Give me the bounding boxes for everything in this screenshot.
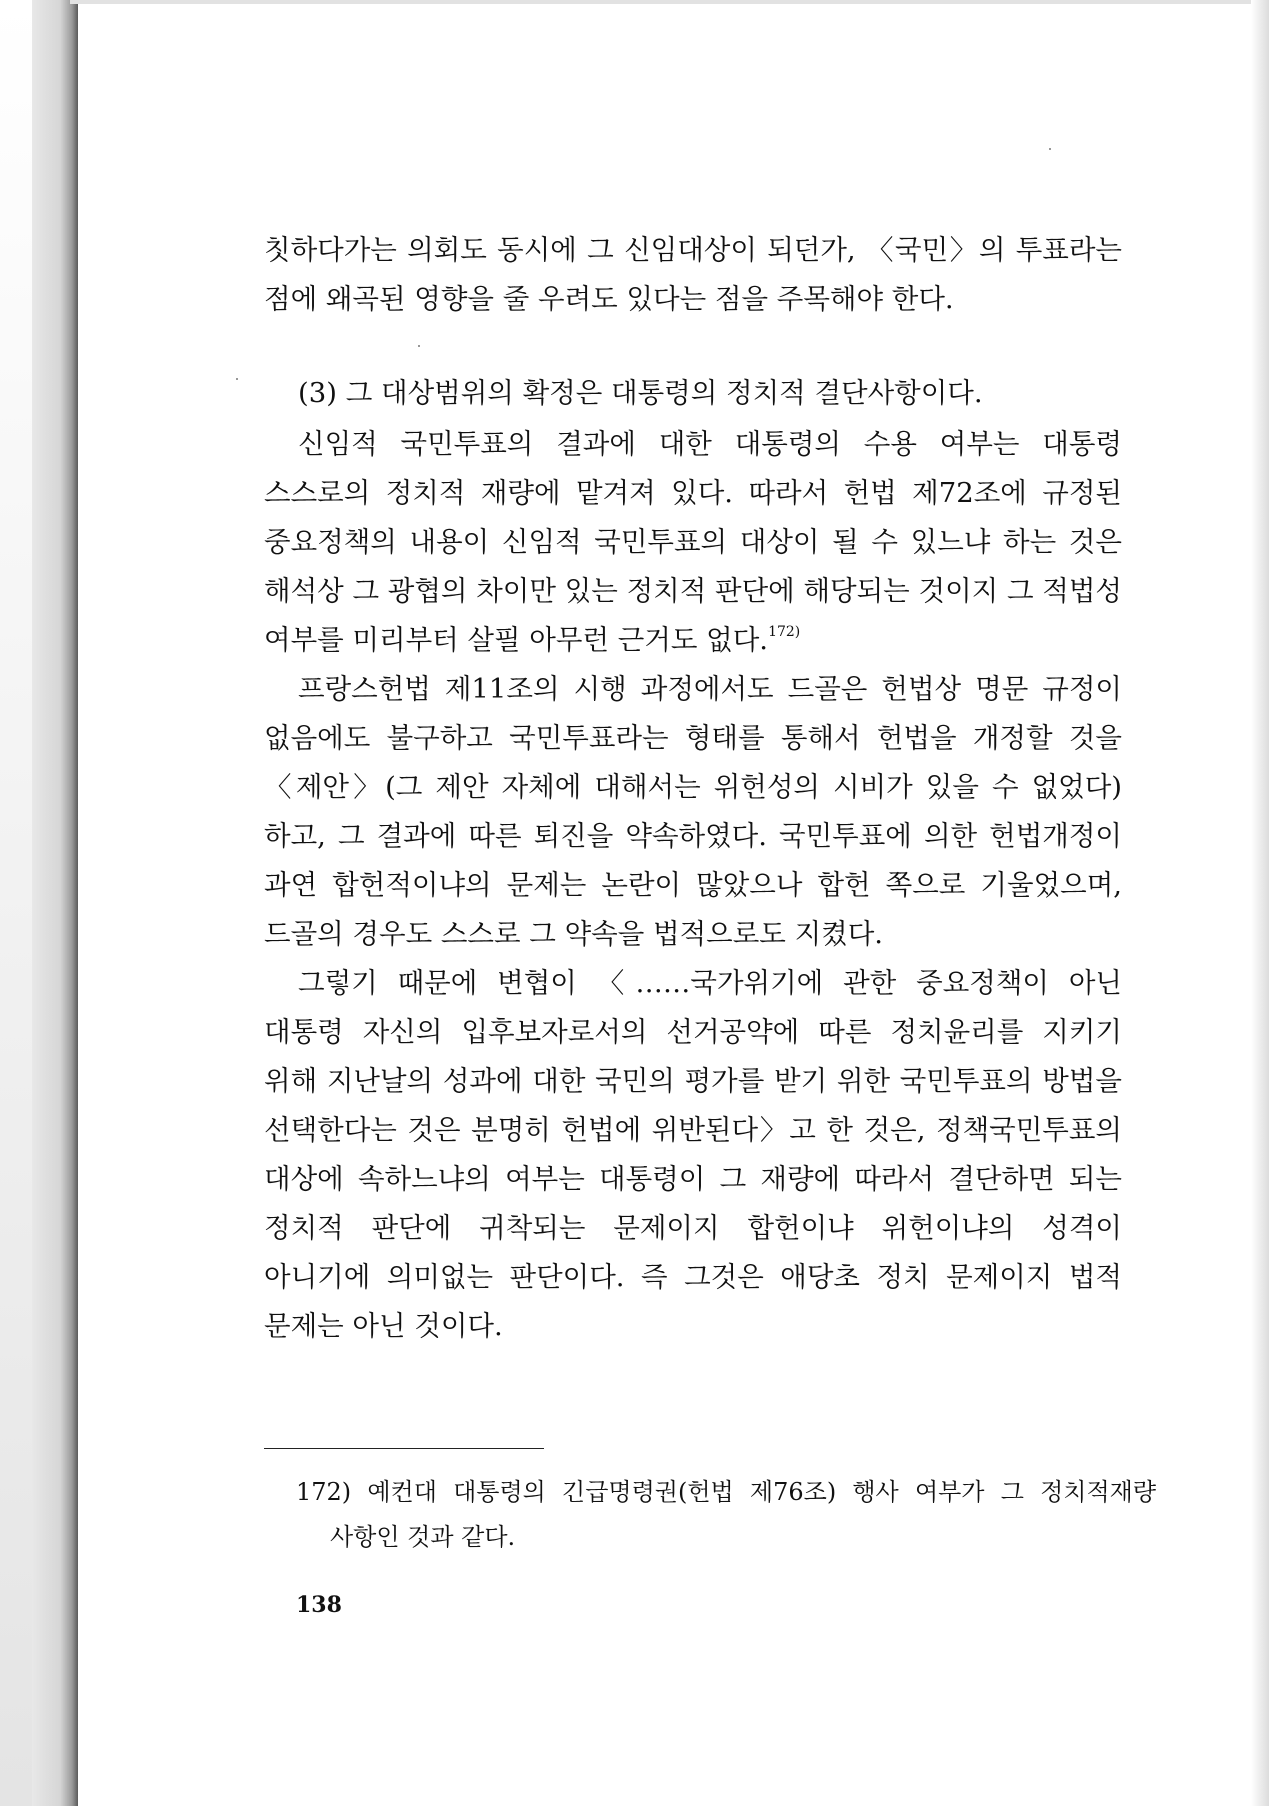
scan-speck [236,378,238,380]
paragraph-plebiscite [264,420,1122,665]
body-text [264,226,1122,1351]
scan-speck [1049,148,1051,150]
footnote-reference: 172) [768,624,801,640]
paragraph-continuation: 칫하다가는 의회도 동시에 그 신임대상이 되던가, 〈국민〉의 투표라는 점에 왜곡된 영향을 줄 우려도 있다는 점을 주목해야 한다. [264,234,1122,315]
footnote-divider [264,1448,544,1449]
footnote: 172) 예컨대 대통령의 긴급명령권(헌법 제76조) 행사 여부가 그 정치적재량 사항인 것과 같다. [296,1478,1156,1551]
paragraph-france: 프랑스헌법 제11조의 시행 과정에서도 드골은 헌법상 명문 규정이 없음에도 불구하고 국민투표라는 형태를 통해서 헌법을 개정할 것을 〈제안〉(그 제안 자체에 대해서는 위헌성의 시비가 있을 수 없었다)하고, 그 결과에 따른 퇴진을 약속하였다. 국민투표에 의한 헌법개정이 과연 합헌적이냐의 문제는 논란이 많았으나 합헌 쪽으로 기울었으며, 드골의 경우도 스스로 그 약속을 법적으로도 지켰다. [264,673,1122,950]
paragraph-text: 신임적 국민투표의 결과에 대한 대통령의 수용 여부는 대통령 스스로의 정치적 재량에 맡겨져 있다. 따라서 헌법 제72조에 규정된 중요정책의 내용이 신임적 국민투표의 대상이 될 수 있느냐 하는 것은 해석상 그 광협의 차이만 있는 정치적 판단에 해당되는 것이지 그 적법성 여부를 미리부터 살필 아무런 근거도 없다. [264,428,1122,656]
paragraph-bar-association: 그렇기 때문에 변협이 〈……국가위기에 관한 중요정책이 아닌 대통령 자신의 입후보자로서의 선거공약에 따른 정치윤리를 지키기 위해 지난날의 성과에 대한 국민의 평가를 받기 위한 국민투표의 방법을 선택한다는 것은 분명히 헌법에 위반된다〉고 한 것은, 정책국민투표의 대상에 속하느냐의 여부는 대통령이 그 재량에 따라서 결단하면 되는 정치적 판단에 귀착되는 문제이지 합헌이냐 위헌이냐의 성격이 아니기에 의미없는 판단이다. 즉 그것은 애당초 정치 문제이지 법적 문제는 아닌 것이다. [264,967,1122,1342]
section-heading: (3) 그 대상범위의 확정은 대통령의 정치적 결단사항이다. [298,377,983,409]
page-number: 138 [296,1592,342,1618]
book-page-edge [0,0,78,1806]
page-right-shadow [1251,0,1269,1806]
